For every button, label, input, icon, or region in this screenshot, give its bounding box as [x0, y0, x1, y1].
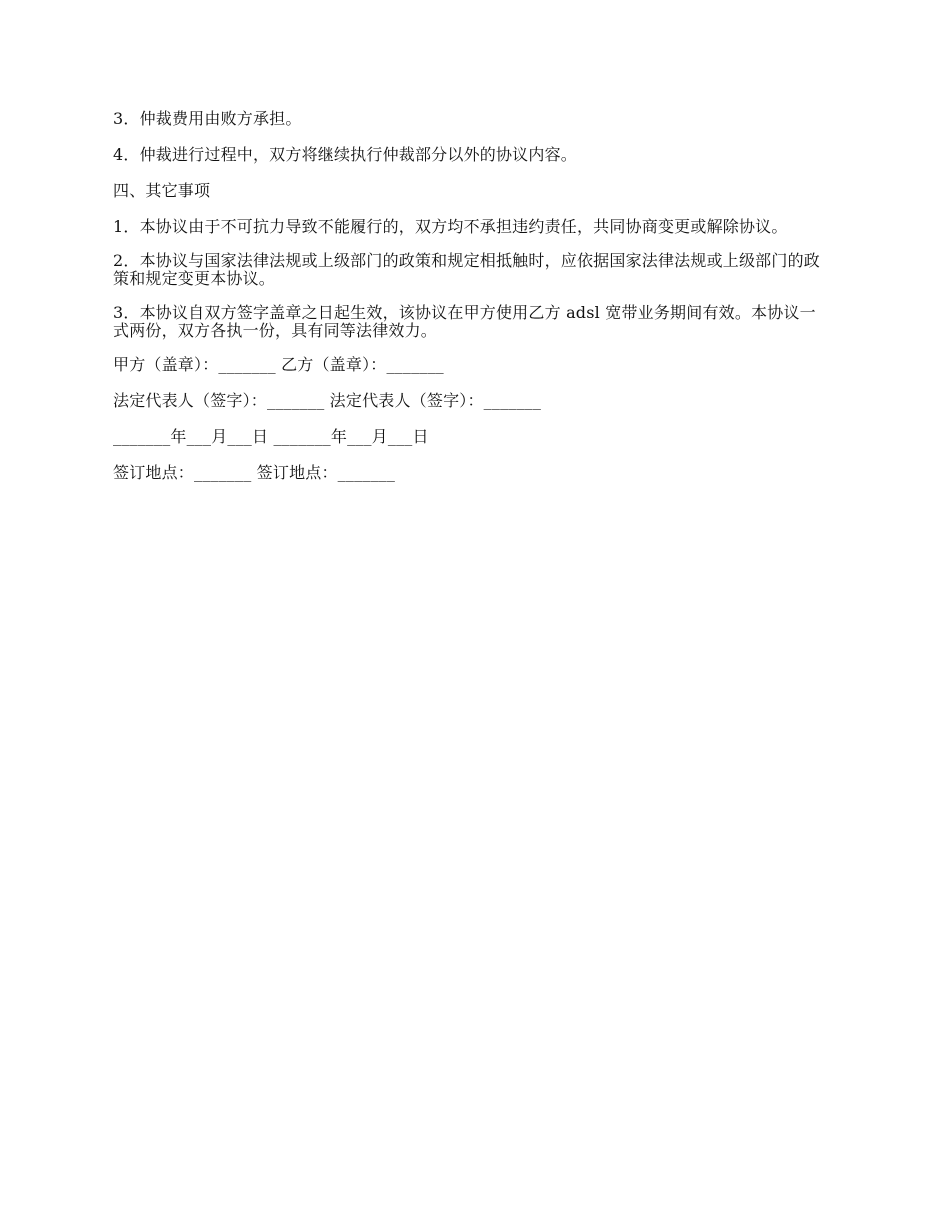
paragraph-arbitration-fees: 3．仲裁费用由败方承担。 [113, 109, 302, 128]
signature-line-place: 签订地点：_______ 签订地点：_______ [113, 463, 396, 482]
signature-line-seal: 甲方（盖章）：_______ 乙方（盖章）：_______ [113, 355, 444, 374]
signature-line-representative: 法定代表人（签字）：_______ 法定代表人（签字）：_______ [113, 391, 542, 410]
section-heading-other-matters: 四、其它事项 [113, 181, 211, 200]
paragraph-effective-date: 3．本协议自双方签字盖章之日起生效，该协议在甲方使用乙方 adsl 宽带业务期间有效。本协议一式两份，双方各执一份，具有同等法律效力。 [113, 303, 816, 340]
paragraph-force-majeure: 1．本协议由于不可抗力导致不能履行的，双方均不承担违约责任，共同协商变更或解除协议。 [113, 217, 788, 236]
paragraph-arbitration-continue: 4．仲裁进行过程中，双方将继续执行仲裁部分以外的协议内容。 [113, 145, 577, 164]
paragraph-law-conflict: 2．本协议与国家法律法规或上级部门的政策和规定相抵触时，应依据国家法律法规或上级部门的政策和规定变更本协议。 [113, 251, 820, 288]
signature-line-date: _______年___月___日 _______年___月___日 [113, 427, 429, 446]
